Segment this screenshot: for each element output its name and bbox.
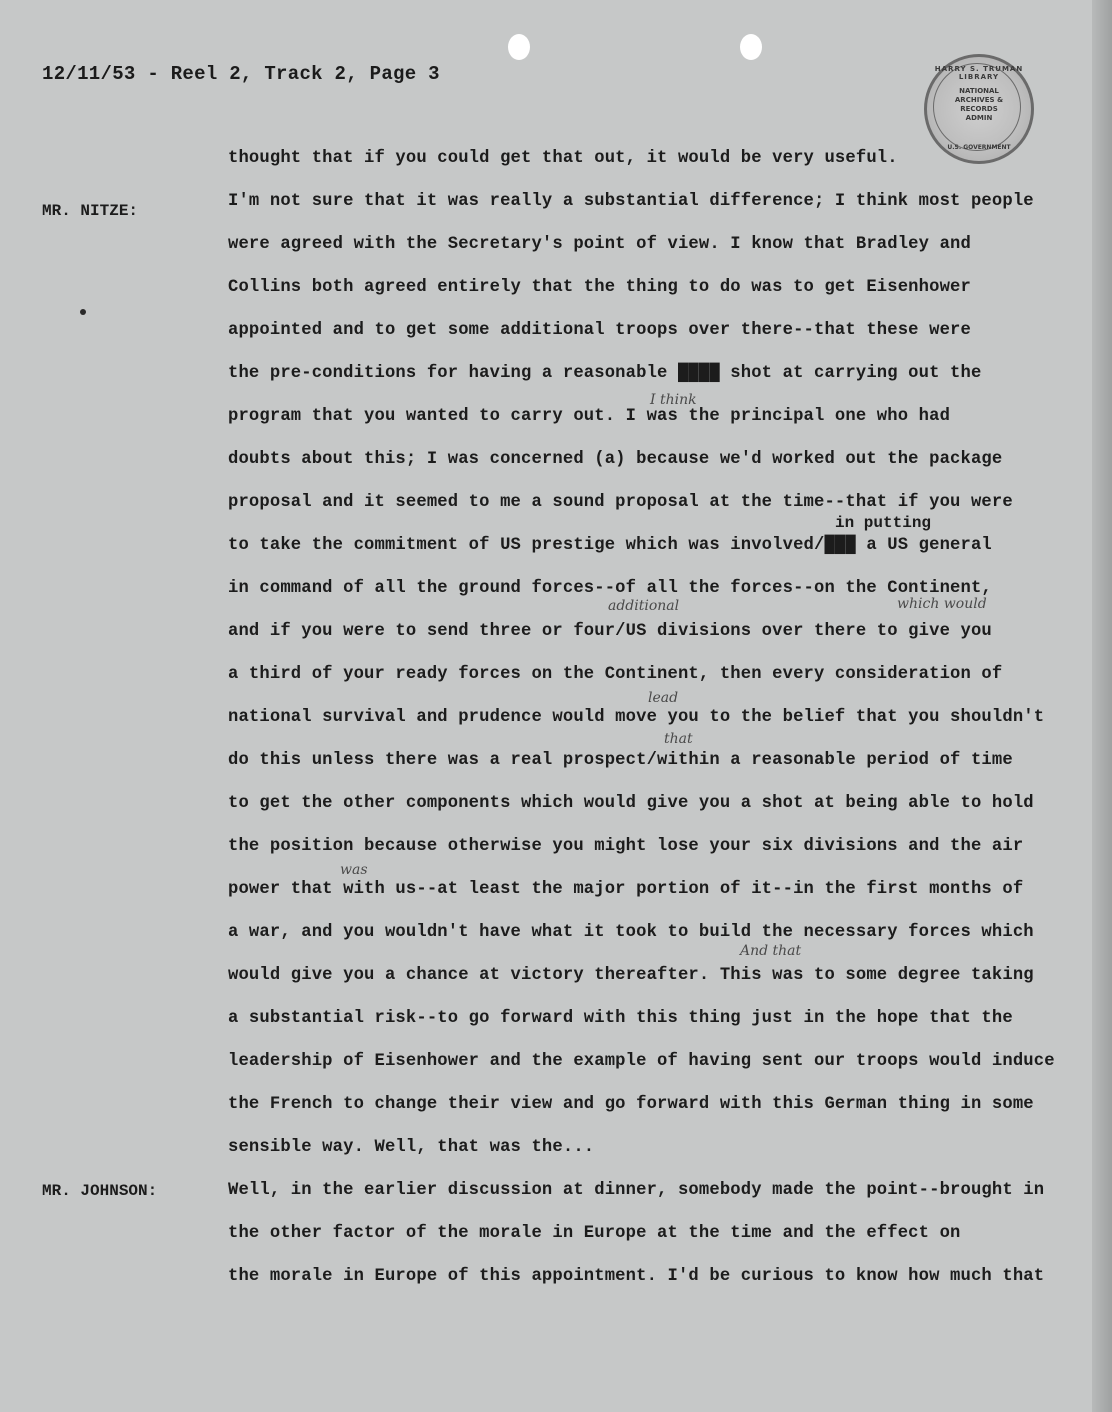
- speaker-label-nitze: MR. NITZE:: [42, 202, 139, 220]
- handwritten-insertion: And that: [740, 943, 802, 959]
- transcript-line: sensible way. Well, that was the...: [228, 1138, 595, 1157]
- archive-stamp: [924, 54, 1034, 164]
- page-header: 12/11/53 - Reel 2, Track 2, Page 3: [42, 63, 440, 85]
- stamp-bottom-text: U.S. GOVERNMENT: [947, 144, 1011, 151]
- handwritten-insertion: I think: [650, 392, 697, 408]
- transcript-line: do this unless there was a real prospect/within a reasonable period of time: [228, 751, 1013, 770]
- transcript-line: the morale in Europe of this appointment. I'd be curious to know how much that: [228, 1267, 1045, 1286]
- transcript-line: the pre-conditions for having a reasonable ████ shot at carrying out the: [228, 364, 982, 383]
- transcript-line: and if you were to send three or four/US divisions over there to give you: [228, 622, 992, 641]
- stamp-inner-text: NATIONAL ARCHIVES & RECORDS ADMIN: [954, 87, 1004, 122]
- transcript-line: a war, and you wouldn't have what it took to build the necessary forces which: [228, 923, 1034, 942]
- punch-hole: [508, 34, 530, 60]
- stray-mark: [80, 309, 86, 315]
- typed-insertion: in putting: [835, 514, 932, 532]
- transcript-line: a substantial risk--to go forward with this thing just in the hope that the: [228, 1009, 1013, 1028]
- transcript-line: appointed and to get some additional troops over there--that these were: [228, 321, 971, 340]
- transcript-line: the French to change their view and go forward with this German thing in some: [228, 1095, 1034, 1114]
- punch-hole: [740, 34, 762, 60]
- transcript-line: the position because otherwise you might lose your six divisions and the air: [228, 837, 1024, 856]
- transcript-line: a third of your ready forces on the Continent, then every consideration of: [228, 665, 1003, 684]
- transcript-line: leadership of Eisenhower and the example of having sent our troops would induce: [228, 1052, 1055, 1071]
- handwritten-insertion: that: [664, 731, 693, 747]
- transcript-line: to get the other components which would give you a shot at being able to hold: [228, 794, 1034, 813]
- stamp-outer-text: HARRY S. TRUMAN LIBRARY: [934, 65, 1024, 81]
- transcript-line: program that you wanted to carry out. I was the principal one who had: [228, 407, 951, 426]
- transcript-line: national survival and prudence would move you to the belief that you shouldn't: [228, 708, 1045, 727]
- transcript-line: Collins both agreed entirely that the thing to do was to get Eisenhower: [228, 278, 971, 297]
- handwritten-insertion: which would: [897, 596, 987, 612]
- transcript-line: I'm not sure that it was really a substantial difference; I think most people: [228, 192, 1034, 211]
- transcript-line: were agreed with the Secretary's point of view. I know that Bradley and: [228, 235, 971, 254]
- speaker-label-johnson: MR. JOHNSON:: [42, 1182, 158, 1200]
- transcript-line: Well, in the earlier discussion at dinner, somebody made the point--brought in: [228, 1181, 1045, 1200]
- transcript-line: thought that if you could get that out, it would be very useful.: [228, 149, 898, 168]
- page-edge-shadow: [1092, 0, 1112, 1412]
- transcript-line: in command of all the ground forces--of all the forces--on the Continent,: [228, 579, 992, 598]
- transcript-line: doubts about this; I was concerned (a) because we'd worked out the package: [228, 450, 1003, 469]
- transcript-line: would give you a chance at victory thereafter. This was to some degree taking: [228, 966, 1034, 985]
- transcript-line: power that with us--at least the major portion of it--in the first months of: [228, 880, 1024, 899]
- transcript-line: proposal and it seemed to me a sound proposal at the time--that if you were: [228, 493, 1013, 512]
- handwritten-insertion: lead: [648, 690, 679, 706]
- transcript-line: to take the commitment of US prestige which was involved/███ a US general: [228, 536, 992, 555]
- handwritten-insertion: was: [340, 862, 368, 878]
- handwritten-insertion: additional: [608, 598, 680, 614]
- transcript-line: the other factor of the morale in Europe at the time and the effect on: [228, 1224, 961, 1243]
